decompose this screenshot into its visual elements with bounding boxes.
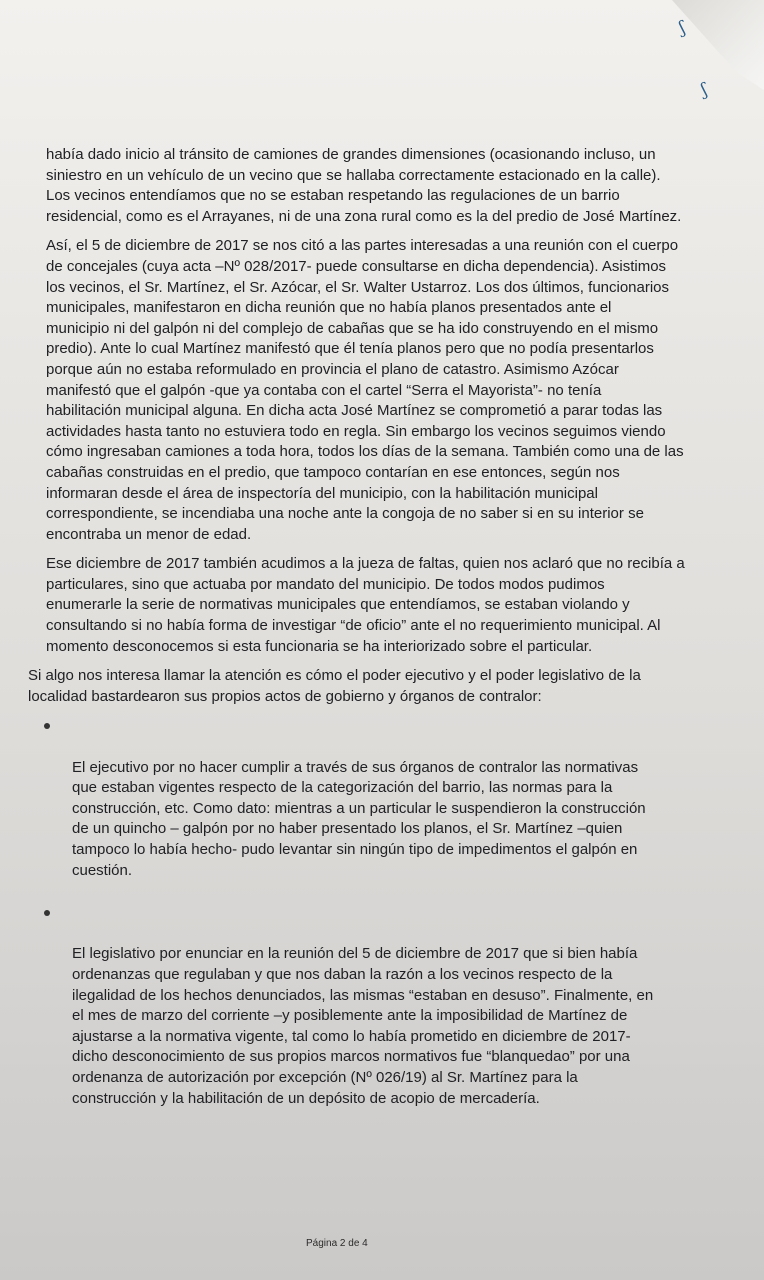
bullet-dot-icon: [44, 910, 50, 916]
pen-mark-icon: ʃ: [677, 17, 688, 39]
bullet-executive: [56, 716, 711, 881]
bullet-legislative-text: El legislativo por enunciar en la reunión del 5 de diciembre de 2017 que si bien había ordenanzas que regulaban y que nos daban la razón a los vecinos respecto de la ilegalidad de los hechos denunciados, las mismas “estaban en desuso”. Finalmente, en el mes de marzo del corriente –y posiblemente ante la imposibilidad de Martínez de ajustarse a la normativa vigente, tal como lo había prometido en diciembre de 2017- dicho desconocimiento de sus propios marcos normativos fue “blanquedao” por una ordenanza de autorización por excepción (Nº 026/19) al Sr. Martínez para la construcción y la habilitación de un depósito de acopio de mercadería.: [72, 945, 654, 1107]
paragraph-intro: Si algo nos interesa llamar la atención es cómo el poder ejecutivo y el poder legislativo de la localidad bastardearon sus propios actos de gobierno y órganos de contralor:: [28, 667, 641, 705]
document-body: [28, 145, 711, 1109]
bullet-executive-text: El ejecutivo por no hacer cumplir a través de sus órganos de contralor las normativas que estaban vigentes respecto de la categorización del barrio, las normas para la construcción, etc. Como dato: mientras a un particular le suspendieron la construcción de un quincho – galpón por no haber presentado los planos, el Sr. Martínez –quien tampoco lo había hecho- pudo levantar sin ningún tipo de impedimentos el galpón en cuestión.: [72, 758, 646, 879]
folded-corner: [672, 0, 764, 90]
bullet-legislative: [56, 903, 711, 1109]
pen-mark-icon: ʃ: [699, 79, 710, 101]
bullet-dot-icon: [44, 723, 50, 729]
paragraph-trucks: había dado inicio al tránsito de camiones de grandes dimensiones (ocasionando incluso, un siniestro en un vehículo de un vecino que se hallaba correctamente estacionado en la calle). Los vecinos entendíamos que no se estaban respetando las regulaciones de un barrio residencial, como es el Arrayanes, ni de una zona rural como es la del predio de José Martínez.: [46, 146, 682, 225]
page-footer: Página 2 de 4: [306, 1238, 368, 1249]
paragraph-judge: Ese diciembre de 2017 también acudimos a la jueza de faltas, quien nos aclaró que no recibía a particulares, sino que actuaba por mandato del municipio. De todos modos pudimos enumerarle la serie de normativas municipales que entendíamos, se estaban violando y consultando si no había forma de investigar “de oficio” ante el no requerimiento municipal. Al momento desconocemos si esta funcionaria se ha interiorizado sobre el particular.: [46, 555, 685, 655]
paragraph-meeting: Así, el 5 de diciembre de 2017 se nos citó a las partes interesadas a una reunión con el cuerpo de concejales (cuya acta –Nº 028/2017- puede consultarse en dicha dependencia). Asistimos los vecinos, el Sr. Martínez, el Sr. Azócar, el Sr. Walter Ustarroz. Los dos últimos, funcionarios municipales, manifestaron en dicha reunión que no había planos presentados ante el municipio ni del galpón ni del complejo de cabañas que se ha ido construyendo en el mismo predio). Ante lo cual Martínez manifestó que él tenía planos pero que no podía presentarlos porque aún no estaba reformulado en provincia el plano de catastro. Asimismo Azócar manifestó que el galpón -que ya contaba con el cartel “Serra el Mayorista”- no tenía habilitación municipal alguna. En dicha acta José Martínez se comprometió a parar todas las actividades hasta tanto no estuviera todo en regla. Sin embargo los vecinos seguimos viendo cómo ingresaban camiones a toda hora, todos los días de la semana. También como una de las cabañas construidas en el predio, que tampoco contarían en ese entonces, según nos informaran desde el área de inspectoría del municipio, con la habilitación municipal correspondiente, se incendiaba una noche ante la congoja de no saber si en su interior se encontraba un menor de edad.: [46, 237, 684, 543]
